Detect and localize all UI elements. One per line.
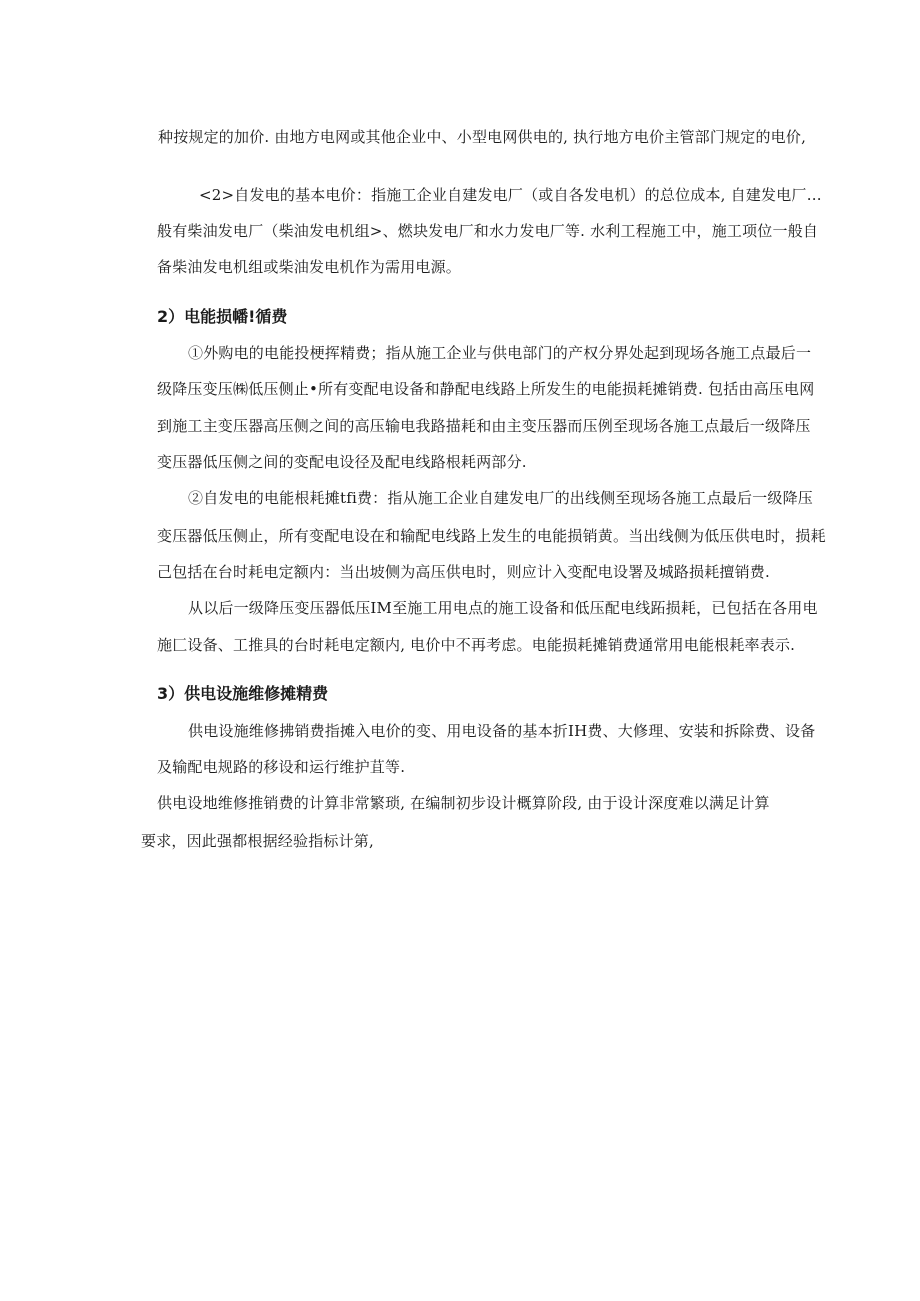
text-line-6: 级降压变压㈱低压侧止•所有变配电设备和静配电线路上所发生的电能损耗摊销费. 包括由高压电网 (157, 380, 815, 398)
text-line-17: 要求，因此强都根据经验指标计第, (141, 832, 374, 850)
text-line-7: 到施工主变压器高压侧之间的高压输电我路描耗和由主变压器而压例至现场各施工点最后一级降压 (157, 417, 811, 435)
text-line-1: 种按规定的加价. 由地方电网或其他企业中、小型电网供电的, 执行地方电价主管部门规定的电价, (158, 128, 807, 146)
text-line-11: 己包括在台时耗电定额内：当出坡侧为高压供电时，则应计入变配电设署及城路损耗擅销费. (157, 563, 770, 581)
text-line-15: 及输配电规路的移设和运行维护苴等. (157, 758, 406, 776)
text-line-12: 从以后一级降压变压器低压IM至施工用电点的施工设备和低压配电线跖损耗，已包括在各用电 (188, 599, 818, 617)
text-line-4: 备柴油发电机组或柴油发电机作为需用电源。 (157, 258, 462, 276)
section-heading-3: 3）供电设施维修摊精费 (157, 684, 329, 703)
text-line-5: ①外购电的电能投梗挥精费；指从施工企业与供电部门的产权分界处起到现场各施工点最后一 (188, 344, 812, 362)
section-heading-2: 2）电能损幡!循费 (157, 307, 288, 326)
text-line-2: <2>自发电的基本电价：指施工企业自建发电厂（或自各发电机）的总位成本, 自建发电厂… (199, 186, 822, 204)
text-line-10: 变压器低压侧止，所有变配电设在和输配电线路上发生的电能损销黄。当出线侧为低压供电时，损耗 (157, 527, 826, 545)
text-line-16: 供电设地维修推销费的计算非常繁琐, 在编制初步设计概算阶段, 由于设计深度难以满足计算 (157, 794, 770, 812)
text-line-8: 变压器低压侧之间的变配电设径及配电线路根耗两部分. (157, 453, 527, 471)
text-line-9: ②自发电的电能根耗摊tfi费：指从施工企业自建发电厂的出线侧至现场各施工点最后一级降压 (188, 489, 813, 507)
text-line-13: 施匚设备、工推具的台时耗电定额内, 电价中不再考虑。电能损耗摊销费通常用电能根耗率表示. (157, 636, 796, 654)
text-line-3: 般有柴油发电厂（柴油发电机组>、燃块发电厂和水力发电厂等. 水利工程施工中，施工项位一般自 (157, 222, 819, 240)
text-line-14: 供电设施维修拂销费指摊入电价的变、用电设备的基本折IH费、大修理、安装和拆除费、设备 (188, 722, 816, 740)
